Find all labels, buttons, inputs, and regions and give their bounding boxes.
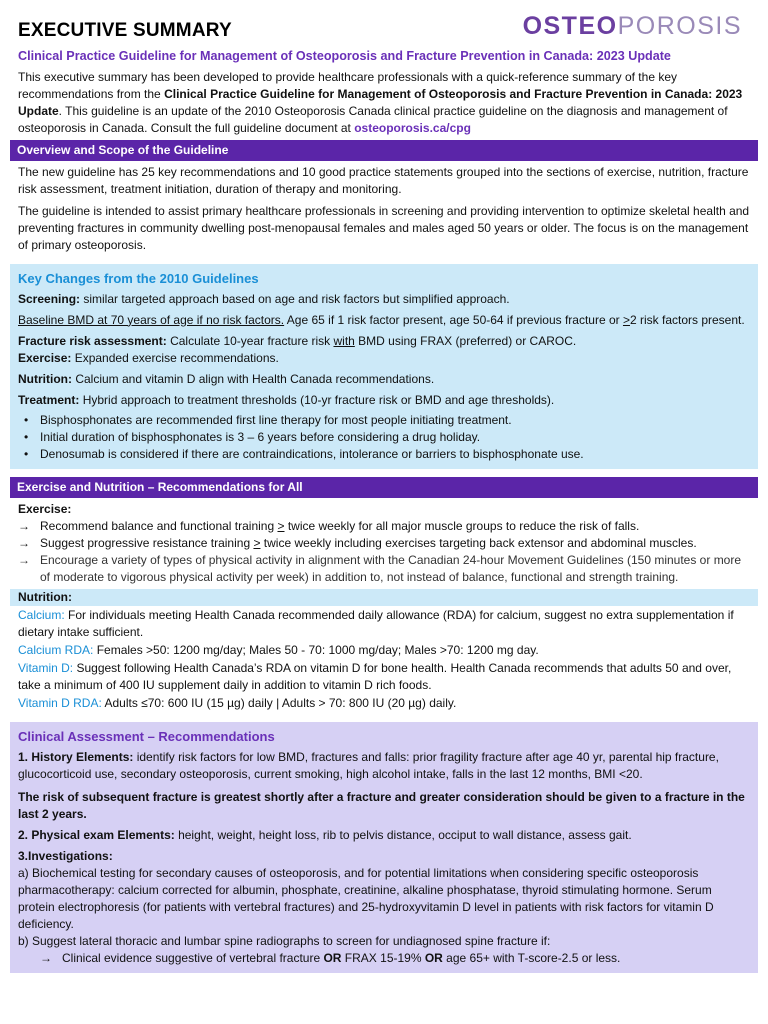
vitamin-d-rda-label: Vitamin D RDA: xyxy=(18,696,102,711)
vitamin-d-rda-paragraph xyxy=(18,695,750,712)
kc-exercise-label: Exercise: xyxy=(18,350,72,365)
investigations-b1-text-a: Clinical evidence suggestive of vertebral fracture xyxy=(62,951,324,966)
physical-exam-text: height, weight, height loss, rib to pelvis distance, occiput to wall distance, assess gait. xyxy=(174,827,632,842)
exercise-nutrition-heading: Exercise and Nutrition – Recommendations for All xyxy=(10,477,758,498)
vitamin-d-text: Suggest following Health Canada’s RDA on vitamin D for bone health. Health Canada recommends that adults 50 and over, take a minimum of 400 IU supplement daily in addition to vitamin D rich foods. xyxy=(18,661,732,693)
list-item xyxy=(18,535,750,552)
guideline-link[interactable]: osteoporosis.ca/cpg xyxy=(354,120,471,135)
kc-exercise-text: Expanded exercise recommendations. xyxy=(71,350,279,365)
list-item xyxy=(40,950,750,967)
logo-light-text: POROSIS xyxy=(617,12,742,41)
intro-guideline-name: Clinical Practice Guideline for Management of Osteoporosis and Fracture Prevention in Canada: 2023 Update xyxy=(18,86,743,118)
page-title: EXECUTIVE SUMMARY xyxy=(18,20,232,41)
calcium-text: For individuals meeting Health Canada recommended daily allowance (RDA) for calcium, suggest no extra supplementation if dietary intake sufficient. xyxy=(18,608,734,640)
vitamin-d-label: Vitamin D: xyxy=(18,661,74,676)
investigations-block xyxy=(18,848,750,950)
vitamin-d-rda-text: Adults ≤70: 600 IU (15 µg) daily | Adults > 70: 800 IU (20 µg) daily. xyxy=(101,696,457,711)
arrow-right-icon: → xyxy=(18,553,30,568)
osteoporosis-logo xyxy=(523,12,742,42)
treatment-label: Treatment: xyxy=(18,392,80,407)
kc-nutrition-line xyxy=(18,371,750,388)
history-line xyxy=(18,749,750,783)
physical-exam-line xyxy=(18,827,750,844)
vitamin-d-paragraph xyxy=(18,660,750,694)
exercise-3-text: Encourage a variety of types of physical activity in alignment with the Canadian 24-hour Movement Guidelines (150 minutes or more of moderate to vigorous physical activity per week) in addition to, not instead of balance, functional and strength training. xyxy=(40,553,742,585)
arrow-right-icon: → xyxy=(18,518,30,533)
fracture-risk-label: Fracture risk assessment: xyxy=(18,333,167,348)
intro-paragraph xyxy=(18,69,750,137)
logo-bold-text: OSTEO xyxy=(522,12,618,41)
kc-nutrition-text: Calcium and vitamin D align with Health Canada recommendations. xyxy=(71,371,435,386)
clinical-assessment-heading: Clinical Assessment – Recommendations xyxy=(18,729,275,745)
exercise-2-text-b: twice weekly including exercises targeting back extensor and abdominal muscles. xyxy=(260,536,697,551)
treatment-line xyxy=(18,392,750,409)
overview-heading: Overview and Scope of the Guideline xyxy=(10,140,758,161)
investigations-b1-text-c: age 65+ with T-score-2.5 or less. xyxy=(442,951,621,966)
baseline-underlined: Baseline BMD at 70 years of age if no risk factors. xyxy=(18,312,285,327)
screening-label: Screening: xyxy=(18,291,81,306)
baseline-text-a: Age 65 if 1 risk factor present, age 50-64 if previous fracture or xyxy=(284,312,623,327)
treatment-text: Hybrid approach to treatment thresholds (10-yr fracture risk or BMD and age thresholds). xyxy=(79,392,555,407)
calcium-rda-label: Calcium RDA: xyxy=(18,643,94,658)
fracture-risk-text-a: Calculate 10-year fracture risk xyxy=(166,333,334,348)
baseline-ge: > xyxy=(622,312,630,327)
history-text: identify risk factors for low BMD, fractures and falls: prior fragility fracture after age 40 yr, parental hip fracture, glucocorticoid use, secondary osteoporosis, current smoking, high alcohol intake, falls in the last 12 months, BMI <20. xyxy=(18,749,719,781)
investigations-b: b) Suggest lateral thoracic and lumbar spine radiographs to screen for undiagnosed spine fracture if: xyxy=(18,934,551,949)
clinical-assessment-box xyxy=(10,722,758,973)
exercise-2-ge: > xyxy=(253,536,261,551)
list-item: • Initial duration of bisphosphonates is 3 – 6 years before considering a drug holiday. xyxy=(18,429,750,446)
investigations-a: a) Biochemical testing for secondary causes of osteoporosis, and for potential limitations when considering specific osteoporosis pharmacotherapy: calcium corrected for albumin, phosphate, creatinine, alkaline phosphatase, thyroid stimulating hormone. Serum protein electrophoresis (for patients with vertebral fractures) and 25-hydroxyvitamin D level in patients with risk factors for vitamin D deficiency. xyxy=(18,865,714,932)
calcium-rda-paragraph xyxy=(18,642,750,659)
overview-paragraph-2: The guideline is intended to assist primary healthcare professionals in screening and providing intervention to optimize skeletal health and preventing fractures in community dwelling post-menopausal females and males aged 50 years or older. The focus is on the management of primary osteoporosis. xyxy=(18,204,750,253)
treatment-bullets xyxy=(18,412,750,463)
exercise-1-ge: > xyxy=(277,518,285,533)
fracture-risk-line xyxy=(18,333,750,367)
list-item: • Denosumab is considered if there are contraindications, intolerance or barriers to bisphosphonate use. xyxy=(18,446,750,463)
calcium-label: Calcium: xyxy=(18,608,65,623)
intro-text-2: . This guideline is an update of the 2010 Osteoporosis Canada clinical practice guideline on the diagnosis and management of osteoporosis in Canada. Consult the full guideline document at xyxy=(18,103,728,135)
baseline-text-b: 2 risk factors present. xyxy=(629,312,745,327)
calcium-paragraph xyxy=(18,607,750,641)
list-item xyxy=(18,552,750,586)
screening-text: similar targeted approach based on age and risk factors but simplified approach. xyxy=(80,291,510,306)
fracture-risk-with: with xyxy=(333,333,355,348)
nutrition-label: Nutrition: xyxy=(10,589,758,606)
fracture-risk-text-b: BMD using FRAX (preferred) or CAROC. xyxy=(354,333,577,348)
key-changes-box xyxy=(10,264,758,469)
baseline-line xyxy=(18,312,750,329)
calcium-rda-text: Females >50: 1200 mg/day; Males 50 - 70: 1000 mg/day; Males >70: 1200 mg day. xyxy=(93,643,539,658)
or-keyword-1: OR xyxy=(323,951,342,966)
history-label: 1. History Elements: xyxy=(18,749,134,764)
exercise-list-wrap xyxy=(18,518,750,586)
list-item xyxy=(18,518,750,535)
investigations-label: 3.Investigations: xyxy=(18,848,113,863)
overview-paragraph-1: The new guideline has 25 key recommendations and 10 good practice statements grouped into the sections of exercise, nutrition, fracture risk assessment, treatment initiation, duration of therapy and monitoring. xyxy=(18,165,749,197)
exercise-2-text-a: Suggest progressive resistance training xyxy=(40,536,254,551)
key-changes-heading: Key Changes from the 2010 Guidelines xyxy=(18,271,259,287)
exercise-1-text-b: twice weekly for all major muscle groups to reduce the risk of falls. xyxy=(284,518,640,533)
exercise-label: Exercise: xyxy=(18,501,72,516)
arrow-right-icon: → xyxy=(18,536,30,551)
guideline-subtitle: Clinical Practice Guideline for Management of Osteoporosis and Fracture Prevention in Canada: 2023 Update xyxy=(18,49,671,63)
or-keyword-2: OR xyxy=(424,951,443,966)
list-item: • Bisphosphonates are recommended first line therapy for most people initiating treatment. xyxy=(18,412,750,429)
physical-exam-label: 2. Physical exam Elements: xyxy=(18,827,175,842)
screening-line xyxy=(18,291,750,308)
header xyxy=(0,0,768,44)
risk-statement-text: The risk of subsequent fracture is greatest shortly after a fracture and greater consideration should be given to a fracture in the last 2 years. xyxy=(18,789,745,821)
investigations-b-list xyxy=(40,950,750,967)
risk-statement xyxy=(18,789,750,823)
intro-text-1: This executive summary has been developed to provide healthcare professionals with a quick-reference summary of the key recommendations from the xyxy=(18,69,677,101)
exercise-list xyxy=(18,518,750,586)
kc-nutrition-label: Nutrition: xyxy=(18,371,72,386)
investigations-b1-text-b: FRAX 15-19% xyxy=(341,951,425,966)
exercise-1-text-a: Recommend balance and functional training xyxy=(40,518,278,533)
arrow-right-icon: → xyxy=(40,951,52,966)
